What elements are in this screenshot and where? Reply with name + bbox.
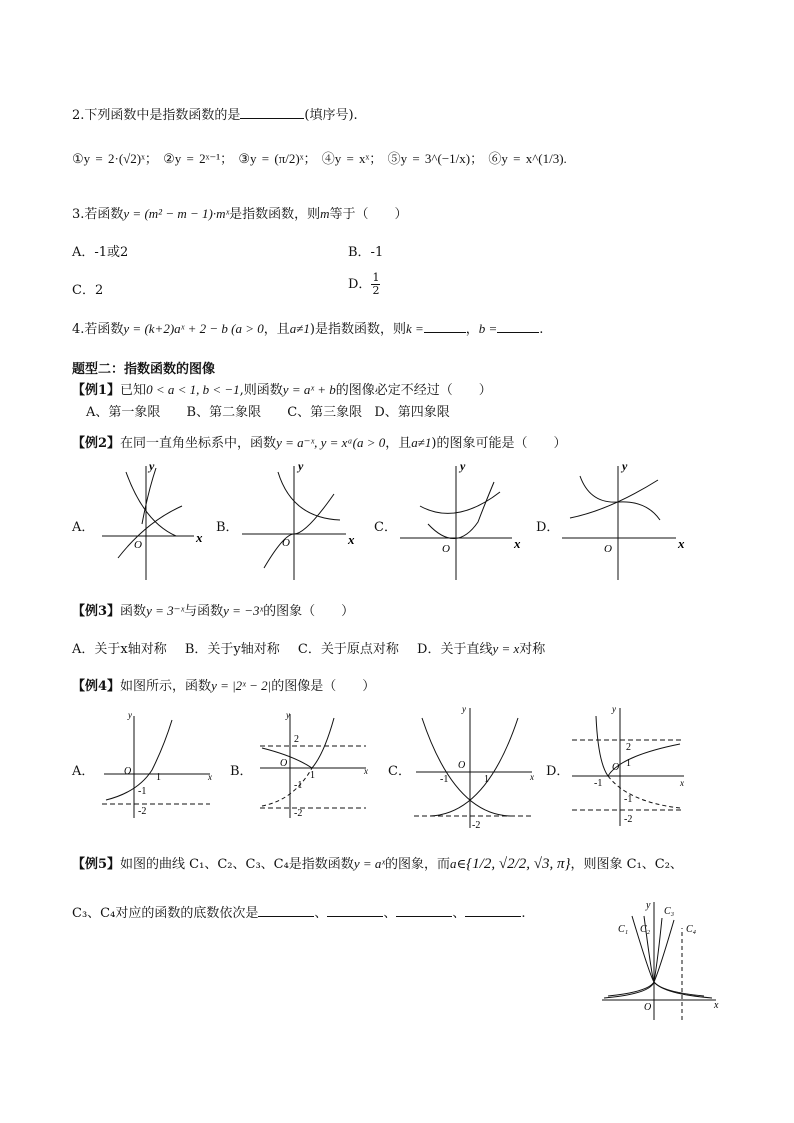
ex3-expression-1: y = 3⁻ˣ [146, 603, 185, 618]
ex2-stem [72, 432, 566, 451]
q4-expression: y = (k+2)aˣ + 2 − b (a > 0 [123, 321, 264, 336]
ex3-option-c[interactable]: C．关于原点对称 [297, 642, 399, 657]
tick-neg-1: -1 [594, 778, 603, 789]
origin-label: O [124, 766, 132, 777]
ex4-label-d[interactable]: D． [546, 764, 570, 779]
origin-label: O [644, 1002, 652, 1013]
q4-k-label: k = [405, 321, 424, 336]
ex5-text-b: 的图象，而 [385, 857, 451, 872]
ex3-option-d[interactable] [417, 642, 545, 657]
curve [420, 492, 500, 513]
q4-stem-b: ，且 [263, 322, 290, 337]
ex2-text-b: ，且 [385, 436, 412, 451]
ex5-blank-3[interactable] [396, 904, 452, 917]
separator: 、 [314, 906, 328, 921]
x-axis-label: x [348, 532, 355, 547]
curve-label-c4: C₄ [686, 924, 697, 935]
curve [580, 476, 660, 520]
y-axis-label: y [286, 710, 290, 720]
curve-label-c1: C₁ [618, 924, 629, 935]
ex4-text-a: 如图所示，函数 [120, 679, 212, 694]
q4-stem: 4.若函数y = (k+2)aˣ + 2 − b (a > 0，且a≠1)是指数函数，则k = ，b = . [72, 321, 544, 337]
q2-options [72, 148, 567, 167]
ex5-expression: y = aˣ [353, 856, 386, 871]
end-period: . [521, 906, 526, 921]
tick-neg-2: -2 [624, 814, 633, 825]
ex2-graph-b[interactable] [238, 459, 358, 582]
ex5-graph[interactable] [600, 898, 724, 1022]
ex3-tag: 【例3】 [72, 604, 121, 619]
q3-stem [72, 203, 408, 222]
q2-option-6: ⑥y = x^(1/3). [488, 151, 567, 166]
curve [570, 480, 658, 518]
origin-label: O [458, 760, 466, 771]
q4-b-blank[interactable] [497, 320, 539, 333]
q3-option-d-fraction [371, 272, 380, 297]
tick-neg-1-lower: -1 [624, 794, 633, 805]
y-axis-label: y [149, 459, 155, 473]
curve-label-c3: C₃ [664, 906, 675, 917]
tick-neg-1: -1 [138, 786, 147, 797]
curve [428, 482, 494, 539]
q4-b-label: b = [478, 321, 498, 336]
ex5-text-c: ，则图象 C₁、C₂、 [570, 857, 683, 872]
ex4-expression: y = |2ˣ − 2| [211, 678, 272, 693]
ex2-graph-c[interactable] [398, 459, 528, 582]
ex4-graph-c[interactable] [410, 704, 540, 830]
tick-neg-2: -2 [472, 820, 481, 831]
q3-expression: y = (m² − m − 1)·mˣ [123, 206, 230, 221]
q2-option-1: ①y = 2·(√2)ˣ； [72, 151, 158, 166]
ex1-option-d[interactable]: D、第四象限 [374, 405, 450, 420]
tick-1: 1 [626, 758, 631, 769]
curve [126, 472, 176, 536]
q3-option-b[interactable]: B．-1 [348, 245, 384, 260]
ex2-tag: 【例2】 [72, 436, 121, 451]
x-axis-label: x [678, 536, 685, 551]
q4-stem-a: 4.若函数 [72, 322, 124, 337]
ex2-graph-d[interactable] [560, 459, 690, 582]
q3-stem-c: 等于（ ） [329, 207, 408, 222]
ex1-options [86, 401, 450, 420]
ex5-line2-text: C₃、C₄对应的函数的底数依次是 [72, 906, 259, 921]
tick-1: 1 [310, 770, 315, 781]
origin-label: O [442, 543, 450, 555]
ex1-option-c[interactable]: C、第三象限 [287, 405, 363, 420]
ex1-tag: 【例1】 [72, 383, 121, 398]
separator: 、 [452, 906, 466, 921]
tick-neg-1: -1 [440, 774, 449, 785]
ex1-expression: y = aˣ + b [282, 382, 336, 397]
ex3-option-b[interactable]: B．关于y轴对称 [184, 642, 280, 657]
q2-option-5: ⑤y = 3^(−1/x)； [387, 151, 484, 166]
origin-label: O [282, 537, 290, 549]
q2-answer-blank[interactable] [240, 106, 304, 119]
ex2-condition: a≠1 [411, 435, 432, 450]
ex4-label-b[interactable]: B． [230, 764, 253, 779]
ex1-stem [72, 379, 492, 398]
curve [118, 506, 182, 558]
q3-option-d-label: D． [348, 277, 372, 292]
ex5-blank-4[interactable] [465, 904, 521, 917]
ex2-text-a: 在同一直角坐标系中，函数 [120, 436, 277, 451]
y-axis-label: y [298, 459, 304, 473]
tick-2: 2 [294, 734, 299, 745]
ex5-tag: 【例5】 [72, 857, 121, 872]
ex4-tag: 【例4】 [72, 679, 121, 694]
ex3-option-d-a: D．关于直线 [417, 642, 493, 657]
ex2-graph-a[interactable] [96, 459, 206, 582]
ex3-stem [72, 600, 354, 619]
x-axis-label: x [208, 772, 212, 782]
ex5-text-a: 如图的曲线 C₁、C₂、C₃、C₄是指数函数 [120, 857, 354, 872]
y-axis-label: y [460, 459, 466, 473]
ex3-expression-2: y = −3ˣ [223, 603, 264, 618]
ex3-option-a[interactable]: A．关于x轴对称 [72, 642, 167, 657]
section-title: 题型二：指数函数的图像 [72, 362, 216, 377]
ex1-option-b[interactable]: B、第二象限 [186, 405, 262, 420]
ex4-graph-d[interactable] [568, 704, 692, 828]
ex2-label-b[interactable]: B． [216, 520, 239, 535]
ex4-graph-b[interactable] [254, 710, 374, 820]
q2-stem: 2.下列函数中是指数函数的是 [72, 108, 241, 123]
ex2-text-c: )的图象可能是（ ） [431, 436, 567, 451]
q3-option-c[interactable]: C．2 [72, 283, 104, 298]
x-axis-label: x [680, 778, 684, 788]
x-axis-label: x [530, 772, 534, 782]
tick-2: 2 [626, 742, 631, 753]
ex2-expression: y = a⁻ˣ, y = xᵃ(a > 0 [276, 435, 386, 450]
ex1-text-c: 的图像必定不经过（ ） [335, 383, 492, 398]
ex5-stem [72, 853, 683, 873]
y-axis-label: y [646, 900, 651, 911]
ex5-set-member: a∈ [450, 856, 467, 871]
fraction-numerator: 1 [372, 271, 380, 284]
tick-neg-1: -1 [294, 780, 303, 791]
origin-label: O [604, 543, 612, 555]
curve-label-c2: C₂ [640, 924, 651, 935]
y-axis-label: y [128, 710, 132, 720]
q3-stem-b: 是指数函数，则 [229, 207, 321, 222]
ex2-label-d[interactable]: D． [536, 520, 560, 535]
ex4-graph-a[interactable] [98, 710, 218, 820]
q3-variable: m [320, 206, 330, 221]
q2-option-3: ③y = (π/2)ˣ； [238, 151, 317, 166]
ex2-label-c[interactable]: C． [374, 520, 397, 535]
ex5-set: {1/2, √2/2, √3, π} [466, 856, 571, 872]
origin-label: O [612, 762, 620, 773]
ex5-blank-2[interactable] [327, 904, 383, 917]
ex4-label-a[interactable]: A． [72, 764, 95, 779]
ex1-condition: 0 < a < 1, b < −1 [146, 382, 240, 397]
y-axis-label: y [622, 459, 628, 473]
ex2-label-a[interactable]: A． [72, 520, 95, 535]
curve [264, 494, 334, 568]
q2-option-2: ②y = 2ˣ⁻¹； [163, 151, 234, 166]
y-axis-label: y [612, 704, 616, 714]
ex3-options [72, 638, 545, 657]
ex4-stem [72, 675, 375, 694]
origin-label: O [134, 539, 142, 551]
tick-1: 1 [484, 774, 489, 785]
ex3-text-c: 的图象（ ） [263, 604, 355, 619]
q4-stem-c: )是指数函数，则 [309, 322, 406, 337]
ex5-line2 [72, 902, 526, 921]
q4-condition: a≠1 [289, 321, 310, 336]
ex1-option-a[interactable]: A、第一象限 [86, 405, 161, 420]
q4-k-blank[interactable] [424, 320, 466, 333]
ex3-option-d-expr: y = x [492, 641, 520, 656]
x-axis-label: x [364, 766, 368, 776]
curve [278, 472, 340, 520]
tick-neg-2: -2 [138, 806, 147, 817]
tick-neg-2: -2 [294, 808, 303, 819]
ex5-blank-1[interactable] [258, 904, 314, 917]
ex4-text-b: 的图像是（ ） [271, 679, 376, 694]
q3-stem-a: 3.若函数 [72, 207, 124, 222]
x-axis-label: x [714, 1000, 719, 1011]
q3-option-d[interactable] [348, 272, 380, 297]
ex3-text-a: 函数 [120, 604, 147, 619]
origin-label: O [280, 758, 288, 769]
fraction-denominator: 2 [372, 284, 380, 297]
q2-stem-line [72, 104, 358, 123]
q2-tail: (填序号). [304, 108, 358, 123]
q3-option-a[interactable]: A．-1或2 [72, 245, 129, 260]
ex1-text-b: ,则函数 [239, 383, 283, 398]
curve [262, 768, 312, 806]
ex4-label-c[interactable]: C． [388, 764, 411, 779]
q2-option-4: ④y = xˣ； [321, 151, 383, 166]
tick-1: 1 [156, 772, 161, 783]
curve [596, 716, 680, 776]
ex3-text-b: 与函数 [184, 604, 224, 619]
ex3-option-d-b: 对称 [519, 642, 546, 657]
separator: 、 [383, 906, 397, 921]
curve [608, 776, 680, 808]
ex1-text-a: 已知 [120, 383, 147, 398]
curve-c3 [604, 918, 662, 998]
x-axis-label: x [514, 536, 521, 551]
x-axis-label: x [196, 530, 203, 545]
y-axis-label: y [462, 704, 466, 714]
